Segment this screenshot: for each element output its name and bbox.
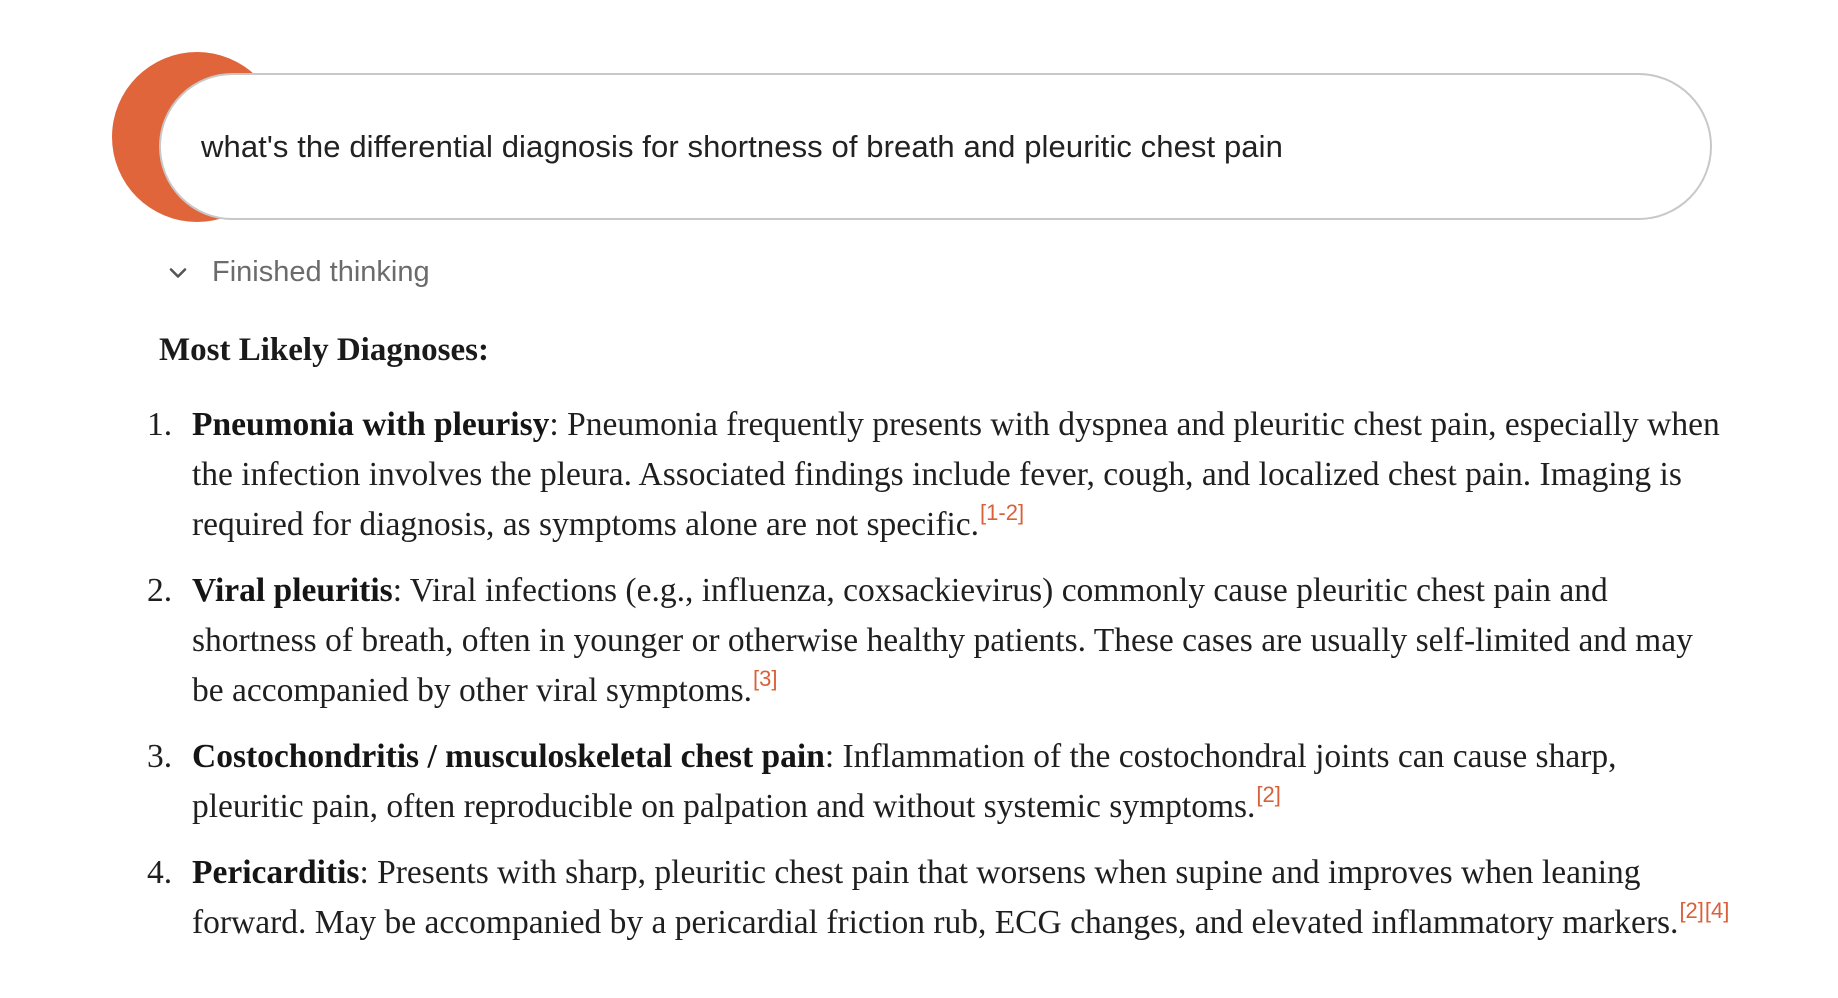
list-item (131, 566, 1731, 716)
user-query-container (112, 52, 1712, 224)
diagnosis-list (131, 400, 1731, 964)
diagnosis-description: : Presents with sharp, pleuritic chest pain that worsens when supine and improves when leaning forward. May be accompanied by a pericardial friction rub, ECG changes, and elevated inflammatory markers. (192, 854, 1679, 941)
list-item-number: 3. (147, 738, 173, 775)
citation-link[interactable]: [2] (1256, 782, 1281, 807)
list-item-number: 4. (147, 854, 173, 891)
diagnosis-description: : Viral infections (e.g., influenza, coxsackievirus) commonly cause pleuritic chest pain and shortness of breath, often in younger or otherwise healthy patients. These cases are usually self-limited and may be accompanied by other viral symptoms. (192, 572, 1693, 709)
list-item-number: 1. (147, 406, 173, 443)
citation-link[interactable]: [3] (753, 666, 778, 691)
chevron-down-icon (164, 259, 192, 287)
list-item (131, 400, 1731, 550)
list-item-number: 2. (147, 572, 173, 609)
user-query-text: what's the differential diagnosis for shortness of breath and pleuritic chest pain (201, 128, 1283, 164)
diagnosis-name: Costochondritis / musculoskeletal chest pain (192, 738, 825, 775)
citation-link[interactable]: [4] (1704, 898, 1730, 923)
citation-link[interactable]: [1-2] (980, 500, 1025, 525)
list-item (131, 848, 1731, 948)
diagnosis-name: Pneumonia with pleurisy (192, 406, 550, 443)
thinking-label: Finished thinking (212, 256, 430, 288)
diagnosis-description: : Pneumonia frequently presents with dyspnea and pleuritic chest pain, especially when the infection involves the pleura. Associated findings include fever, cough, and localized chest pain. Imaging is required for diagnosis, as symptoms alone are not specific. (192, 406, 1720, 543)
diagnosis-description: : Inflammation of the costochondral joints can cause sharp, pleuritic pain, often reproducible on palpation and without systemic symptoms. (192, 738, 1617, 825)
user-query-bubble (159, 73, 1712, 220)
diagnosis-name: Pericarditis (192, 854, 360, 891)
list-item (131, 732, 1731, 832)
diagnosis-name: Viral pleuritis (192, 572, 393, 609)
thinking-toggle[interactable] (164, 256, 430, 289)
citation-link[interactable]: [2] (1679, 898, 1704, 923)
answer-heading: Most Likely Diagnoses: (159, 332, 489, 368)
